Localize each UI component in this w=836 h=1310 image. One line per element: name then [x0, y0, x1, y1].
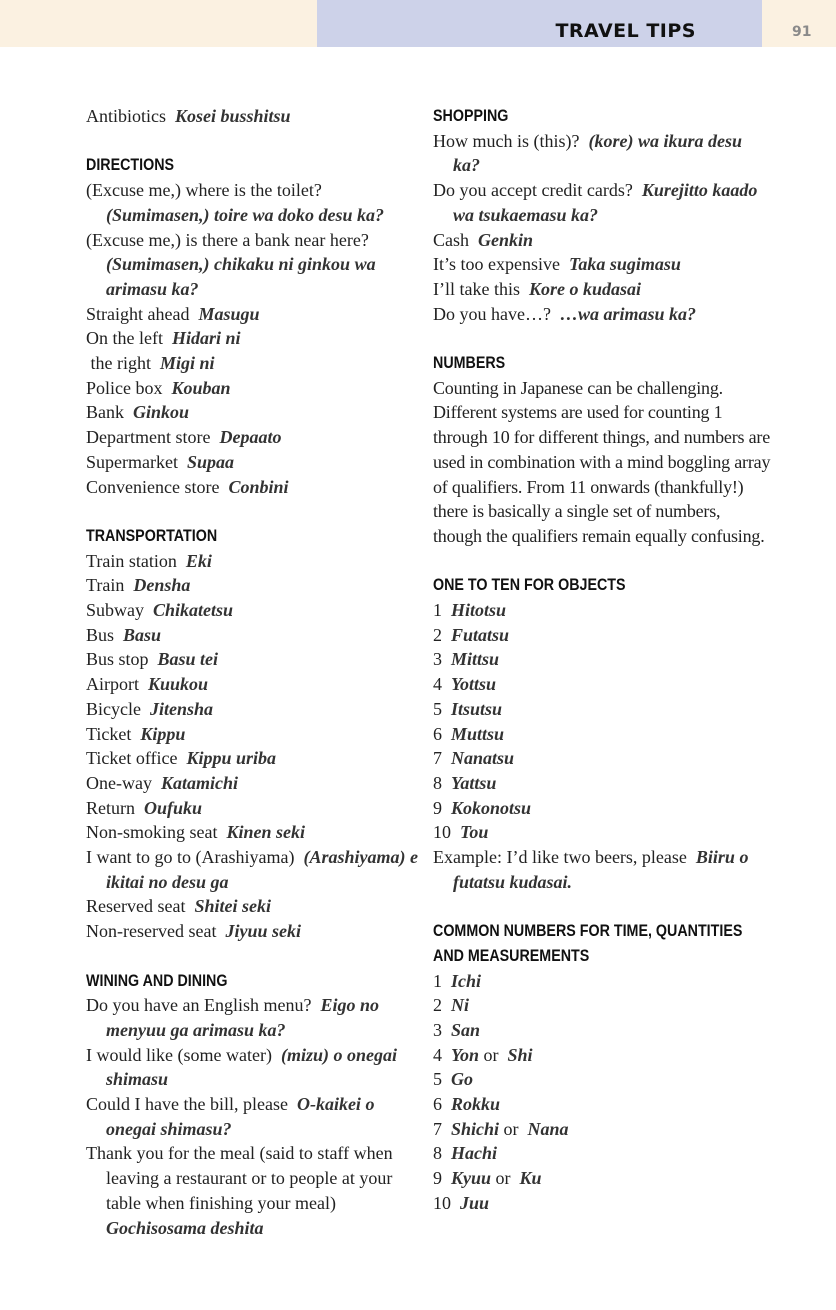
section-heading: ONE TO TEN FOR OBJECTS [433, 575, 626, 595]
japanese-phrase: Kurejitto kaado wa tsukaemasu ka? [453, 180, 758, 225]
japanese-phrase: Kippu uriba [186, 748, 277, 769]
japanese-phrase: (kore) wa ikura desu ka? [453, 130, 742, 176]
phrase-entry [433, 302, 773, 327]
english-phrase: 9 [433, 1168, 442, 1189]
phrase-entry [433, 129, 773, 178]
section-heading: WINING AND DINING [86, 970, 228, 990]
phrase-entry [86, 598, 426, 623]
japanese-phrase: Kinen seki [226, 822, 305, 843]
phrase-entry [433, 623, 773, 648]
japanese-phrase: Migi ni [160, 353, 215, 374]
english-phrase: 4 [433, 1044, 442, 1065]
japanese-phrase: Kuukou [148, 674, 209, 695]
phrase-entry [433, 993, 773, 1018]
japanese-phrase: Jiyuu seki [225, 921, 301, 942]
japanese-phrase: Nanatsu [451, 748, 515, 769]
japanese-phrase: Kosei busshitsu [175, 106, 291, 126]
phrase-entry [86, 647, 426, 672]
japanese-phrase: (Arashiyama) e ikitai no desu ga [106, 847, 418, 892]
english-phrase: 7 [433, 1118, 442, 1139]
english-phrase: 4 [433, 674, 442, 695]
phrase-entry [433, 252, 773, 277]
english-phrase: Cash [433, 229, 469, 250]
english-phrase: 9 [433, 797, 442, 818]
japanese-phrase: Go [451, 1069, 473, 1090]
english-phrase: 5 [433, 1069, 442, 1090]
phrase-entry [86, 894, 426, 919]
english-phrase: Convenience store [86, 476, 220, 497]
section [86, 104, 426, 129]
english-phrase: 1 [433, 600, 442, 621]
english-phrase: Example: I’d like two beers, please [433, 847, 687, 868]
phrase-entry [86, 450, 426, 475]
english-phrase: 10 [433, 822, 451, 843]
english-phrase: 3 [433, 1019, 442, 1040]
phrase-entry [86, 302, 426, 327]
phrase-entry [86, 400, 426, 425]
english-phrase: or [483, 1044, 499, 1065]
japanese-phrase: Taka sugimasu [568, 254, 681, 275]
phrase-entry [433, 228, 773, 253]
running-title: TRAVEL TIPS [555, 20, 696, 42]
japanese-phrase: Densha [133, 575, 191, 596]
japanese-phrase: Rokku [451, 1094, 501, 1115]
english-phrase: 6 [433, 723, 442, 744]
english-phrase: 5 [433, 698, 442, 719]
phrase-entry [86, 820, 426, 845]
phrase-entry [86, 796, 426, 821]
english-phrase: Bicycle [86, 698, 141, 719]
english-phrase: 1 [433, 970, 442, 991]
japanese-phrase: Conbini [228, 476, 289, 497]
japanese-phrase: Kouban [171, 377, 231, 398]
english-phrase: Ticket [86, 723, 132, 744]
phrase-entry [433, 1067, 773, 1092]
japanese-phrase: Gochisosama deshita [106, 1217, 264, 1238]
japanese-phrase: Juu [460, 1192, 490, 1213]
phrase-entry [433, 1018, 773, 1043]
japanese-phrase: Masugu [198, 303, 260, 324]
section [86, 153, 426, 499]
section [86, 524, 426, 944]
phrase-entry [433, 1117, 773, 1142]
japanese-phrase: Ichi [451, 970, 482, 991]
japanese-phrase: Shichi [451, 1118, 500, 1139]
english-phrase: Police box [86, 377, 163, 398]
phrase-entry [86, 697, 426, 722]
phrase-entry [86, 722, 426, 747]
phrase-entry [433, 722, 773, 747]
phrase-entry [433, 1166, 773, 1191]
english-phrase: Do you have…? [433, 303, 551, 324]
phrase-entry [86, 771, 426, 796]
english-phrase: I want to go to (Arashiyama) [86, 847, 295, 868]
phrase-entry [86, 746, 426, 771]
phrase-entry [86, 104, 426, 129]
english-phrase: Train [86, 575, 125, 596]
english-phrase: Bus [86, 624, 115, 645]
japanese-phrase: Basu [123, 624, 162, 645]
phrase-entry [433, 1191, 773, 1216]
english-phrase: Return [86, 797, 135, 818]
section [86, 969, 426, 1241]
japanese-phrase: Supaa [186, 451, 234, 472]
phrase-entry [86, 228, 426, 302]
english-phrase: 6 [433, 1094, 442, 1115]
japanese-phrase: (mizu) o onegai shimasu [106, 1044, 397, 1090]
page-number: 91 [792, 24, 812, 40]
japanese-phrase: Ni [451, 995, 469, 1016]
english-phrase: Subway [86, 600, 144, 621]
phrase-entry [86, 672, 426, 697]
japanese-phrase: Mittsu [451, 649, 500, 670]
english-phrase: (Excuse me,) where is the toilet? [86, 180, 322, 201]
phrase-entry [86, 178, 426, 227]
phrase-entry [433, 647, 773, 672]
section-heading: NUMBERS [433, 353, 506, 373]
phrase-entry [86, 1043, 426, 1092]
english-phrase: 2 [433, 995, 442, 1016]
japanese-phrase: Eigo no menyuu ga arimasu ka? [106, 995, 379, 1040]
japanese-phrase: San [451, 1019, 481, 1040]
section-paragraph: Counting in Japanese can be challenging. Different systems are used for counting 1 through 10 for different things, and numbers are used in combination with a mind boggling array of qualifiers. From 11 onwards (thankfully!) there is basically a single set of numbers, though the qualifiers remain equally confusing. [433, 377, 771, 546]
japanese-phrase: Biiru o futatsu kudasai. [453, 847, 749, 892]
section [433, 104, 773, 326]
phrase-entry [433, 672, 773, 697]
phrase-entry [86, 573, 426, 598]
japanese-phrase: Yottsu [451, 674, 497, 695]
japanese-phrase: (Sumimasen,) chikaku ni ginkou wa arimasu ka? [106, 254, 376, 299]
phrase-entry [433, 697, 773, 722]
japanese-phrase: Ku [519, 1168, 542, 1189]
japanese-phrase: Hachi [451, 1143, 498, 1164]
japanese-phrase: Itsutsu [451, 698, 503, 719]
english-phrase: Airport [86, 674, 139, 695]
english-phrase: Bank [86, 402, 124, 423]
japanese-phrase: Kokonotsu [451, 797, 532, 818]
english-phrase: Thank you for the meal (said to staff when leaving a restaurant or to people at your table when finishing your meal) [86, 1143, 393, 1213]
phrase-entry [86, 845, 426, 894]
japanese-phrase: O-kaikei o onegai shimasu? [106, 1094, 375, 1139]
english-phrase: Do you have an English menu? [86, 995, 312, 1016]
phrase-entry [433, 178, 773, 227]
english-phrase: Straight ahead [86, 303, 190, 324]
section-heading: COMMON NUMBERS FOR TIME, QUANTITIES AND MEASUREMENTS [433, 921, 743, 965]
japanese-phrase: (Sumimasen,) toire wa doko desu ka? [106, 204, 385, 225]
section-heading: DIRECTIONS [86, 155, 175, 175]
phrase-entry [86, 351, 426, 376]
english-phrase: Non-smoking seat [86, 822, 218, 843]
phrase-entry [433, 771, 773, 796]
english-phrase: 8 [433, 1143, 442, 1164]
left-column [86, 104, 426, 1265]
phrase-entry [86, 326, 426, 351]
phrase-entry [86, 993, 426, 1042]
english-phrase: the right [86, 353, 151, 374]
japanese-phrase: Ginkou [133, 402, 190, 423]
english-phrase: Non-reserved seat [86, 921, 217, 942]
phrase-entry [433, 1043, 773, 1068]
english-phrase: Department store [86, 427, 211, 448]
english-phrase: How much is (this)? [433, 130, 580, 151]
english-phrase: I’ll take this [433, 278, 520, 299]
section [433, 351, 773, 549]
japanese-phrase: Basu tei [157, 649, 219, 670]
phrase-entry [433, 1141, 773, 1166]
japanese-phrase: Tou [460, 822, 489, 843]
phrase-entry [433, 277, 773, 302]
japanese-phrase: Futatsu [451, 624, 510, 645]
phrase-entry [86, 425, 426, 450]
phrase-entry [433, 820, 773, 845]
japanese-phrase: Yattsu [451, 772, 497, 793]
japanese-phrase: Kippu [140, 723, 186, 744]
japanese-phrase: Oufuku [144, 797, 203, 818]
right-column [433, 104, 773, 1240]
section-heading: TRANSPORTATION [86, 525, 218, 545]
english-phrase: 3 [433, 649, 442, 670]
section [433, 919, 773, 1215]
english-phrase: Supermarket [86, 451, 178, 472]
english-phrase: Train station [86, 550, 177, 571]
japanese-phrase: Shi [507, 1044, 533, 1065]
phrase-entry [86, 376, 426, 401]
section-heading: SHOPPING [433, 106, 509, 125]
japanese-phrase: Genkin [478, 229, 534, 250]
english-phrase: Bus stop [86, 649, 149, 670]
japanese-phrase: Shitei seki [194, 896, 271, 917]
english-phrase: or [503, 1118, 519, 1139]
phrase-entry [86, 623, 426, 648]
phrase-entry [86, 1141, 426, 1240]
phrase-entry [433, 845, 773, 894]
english-phrase: 2 [433, 624, 442, 645]
phrase-entry [86, 919, 426, 944]
english-phrase: Could I have the bill, please [86, 1094, 288, 1115]
japanese-phrase: Kyuu [451, 1168, 492, 1189]
english-phrase: On the left [86, 328, 163, 349]
japanese-phrase: Kore o kudasai [528, 278, 642, 299]
english-phrase: 10 [433, 1192, 451, 1213]
japanese-phrase: Hidari ni [171, 328, 241, 349]
japanese-phrase: Hitotsu [451, 600, 507, 621]
japanese-phrase: Muttsu [451, 723, 505, 744]
english-phrase: Reserved seat [86, 896, 186, 917]
japanese-phrase: Katamichi [160, 772, 238, 793]
japanese-phrase: …wa arimasu ka? [559, 303, 696, 324]
phrase-entry [433, 746, 773, 771]
japanese-phrase: Jitensha [149, 698, 214, 719]
header-band-left [0, 0, 317, 47]
english-phrase: Antibiotics [86, 106, 166, 126]
phrase-entry [433, 598, 773, 623]
english-phrase: 8 [433, 772, 442, 793]
japanese-phrase: Depaato [219, 427, 282, 448]
english-phrase: Ticket office [86, 748, 178, 769]
phrase-entry [86, 549, 426, 574]
english-phrase: It’s too expensive [433, 254, 560, 275]
english-phrase: One-way [86, 772, 152, 793]
english-phrase: Do you accept credit cards? [433, 180, 633, 201]
english-phrase: I would like (some water) [86, 1044, 272, 1065]
phrase-entry [86, 475, 426, 500]
phrase-entry [433, 796, 773, 821]
japanese-phrase: Chikatetsu [153, 600, 234, 621]
english-phrase: 7 [433, 748, 442, 769]
japanese-phrase: Yon [451, 1044, 480, 1065]
section [433, 573, 773, 894]
english-phrase: (Excuse me,) is there a bank near here? [86, 229, 369, 250]
japanese-phrase: Eki [185, 550, 212, 571]
japanese-phrase: Nana [527, 1118, 569, 1139]
phrase-entry [433, 969, 773, 994]
english-phrase: or [495, 1168, 511, 1189]
phrase-entry [86, 1092, 426, 1141]
phrase-entry [433, 1092, 773, 1117]
